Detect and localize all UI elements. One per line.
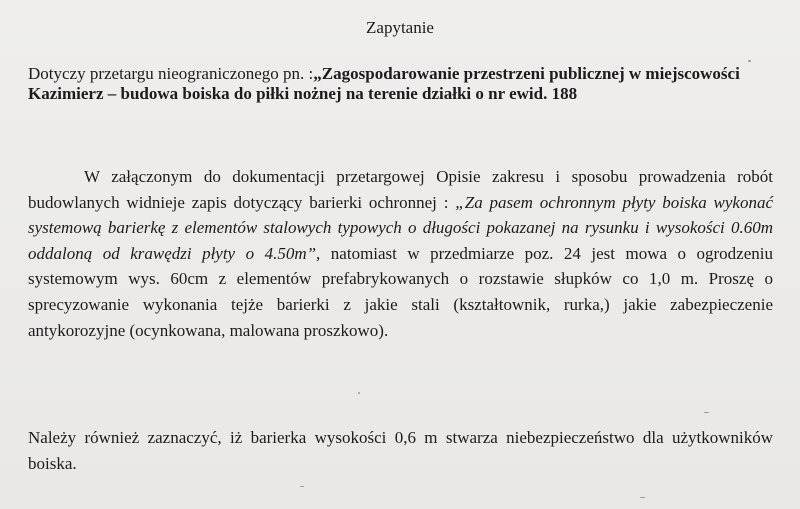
scan-speck bbox=[358, 392, 360, 394]
subject-line bbox=[28, 64, 773, 104]
paragraph-intro: W załączonym do dokumentacji przetargowej Opisie zakresu i sposobu prowadzenia robót budowlanych widnieje zapis dotyczący barierki ochronnej : bbox=[28, 167, 773, 212]
scan-speck bbox=[640, 497, 645, 498]
paragraph-warning: Należy również zaznaczyć, iż barierka wysokości 0,6 m stwarza niebezpieczeństwo dla użytkowników boiska. bbox=[28, 428, 773, 473]
document-title: Zapytanie bbox=[366, 18, 434, 37]
scan-speck bbox=[704, 412, 709, 413]
paragraph-quote: „Za pasem ochronnym płyty boiska wykonać systemową barierkę z elementów stalowych typowych o długości pokazanej na rysunku i wysokości 0.60m oddaloną od krawędzi płyty o 4.50m”, bbox=[28, 192, 773, 263]
subject-lead: Dotyczy przetargu nieograniczonego pn. : bbox=[28, 64, 314, 83]
scan-speck bbox=[748, 60, 751, 62]
paragraph-main bbox=[28, 164, 773, 343]
subject-bold-title: „Zagospodarowanie przestrzeni publicznej w miejscowości Kazimierz – budowa boiska do piłki nożnej na terenie działki o nr ewid. 188 bbox=[28, 64, 740, 103]
scan-speck bbox=[300, 486, 304, 487]
paragraph-rest: natomiast w przedmiarze poz. 24 jest mowa o ogrodzeniu systemowym wys. 60cm z elementów prefabrykowanych o rozstawie słupków co 1,0 m. Proszę o sprecyzowanie wykonania tejże barierki z jakie stali (kształtownik, rurka,) jakie zabezpieczenie antykorozyjne (ocynkowana, malowana proszkowo). bbox=[28, 243, 773, 340]
